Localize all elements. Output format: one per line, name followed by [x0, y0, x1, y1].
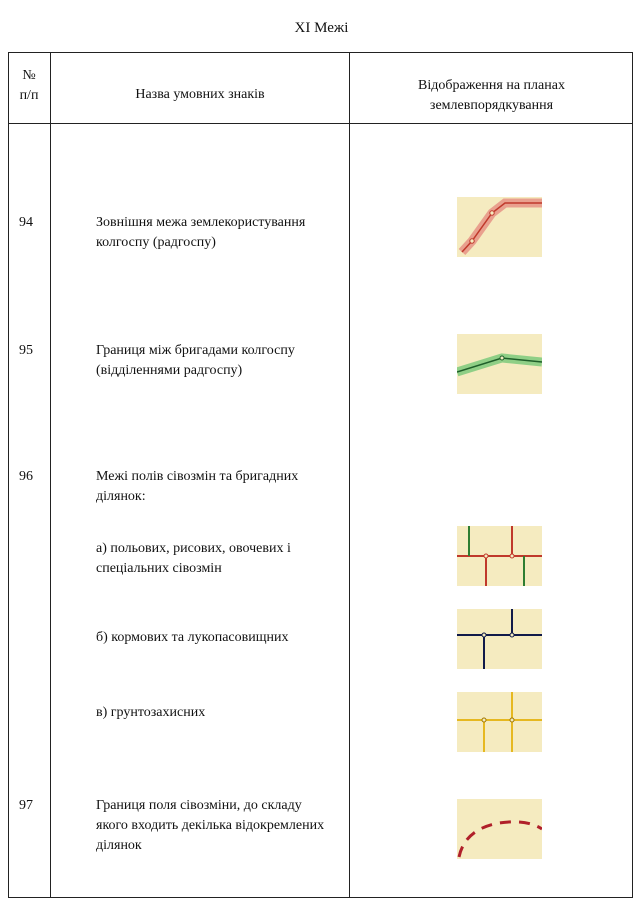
red-boundary-symbol — [457, 197, 542, 257]
row-name: в) грунтозахисних — [96, 705, 206, 720]
header-divider — [8, 123, 633, 124]
row-name: б) кормових та лукопасовищних — [96, 630, 289, 645]
page-title: ХІ Межі — [294, 20, 349, 36]
header-display: Відображення на планах землевпорядкування — [418, 78, 565, 113]
dark-blue-grid-symbol — [457, 609, 542, 669]
row-name: Межі полів сівозмін та бригадних ділянок: — [96, 469, 299, 504]
row-number: 95 — [19, 343, 33, 358]
row-number: 96 — [19, 469, 33, 484]
red-green-grid-symbol — [457, 526, 542, 586]
column-divider — [349, 52, 350, 898]
green-boundary-symbol — [457, 334, 542, 394]
row-name: Зовнішня межа землекористування колгоспу (радгоспу) — [96, 215, 306, 250]
dashed-arc-symbol — [457, 799, 542, 859]
row-name: Границя між бригадами колгоспу (відділеннями радгоспу) — [96, 343, 295, 378]
row-name: Границя поля сівозміни, до складу якого входить декілька відокремлених ділянок — [96, 798, 325, 853]
yellow-grid-symbol — [457, 692, 542, 752]
row-name: а) польових, рисових, овочевих і спеціальних сівозмін — [96, 541, 291, 576]
row-number: 97 — [19, 798, 33, 813]
row-number: 94 — [19, 215, 33, 230]
header-name: Назва умовних знаків — [135, 87, 265, 102]
column-divider — [50, 52, 51, 898]
header-number: № п/п — [19, 68, 39, 103]
